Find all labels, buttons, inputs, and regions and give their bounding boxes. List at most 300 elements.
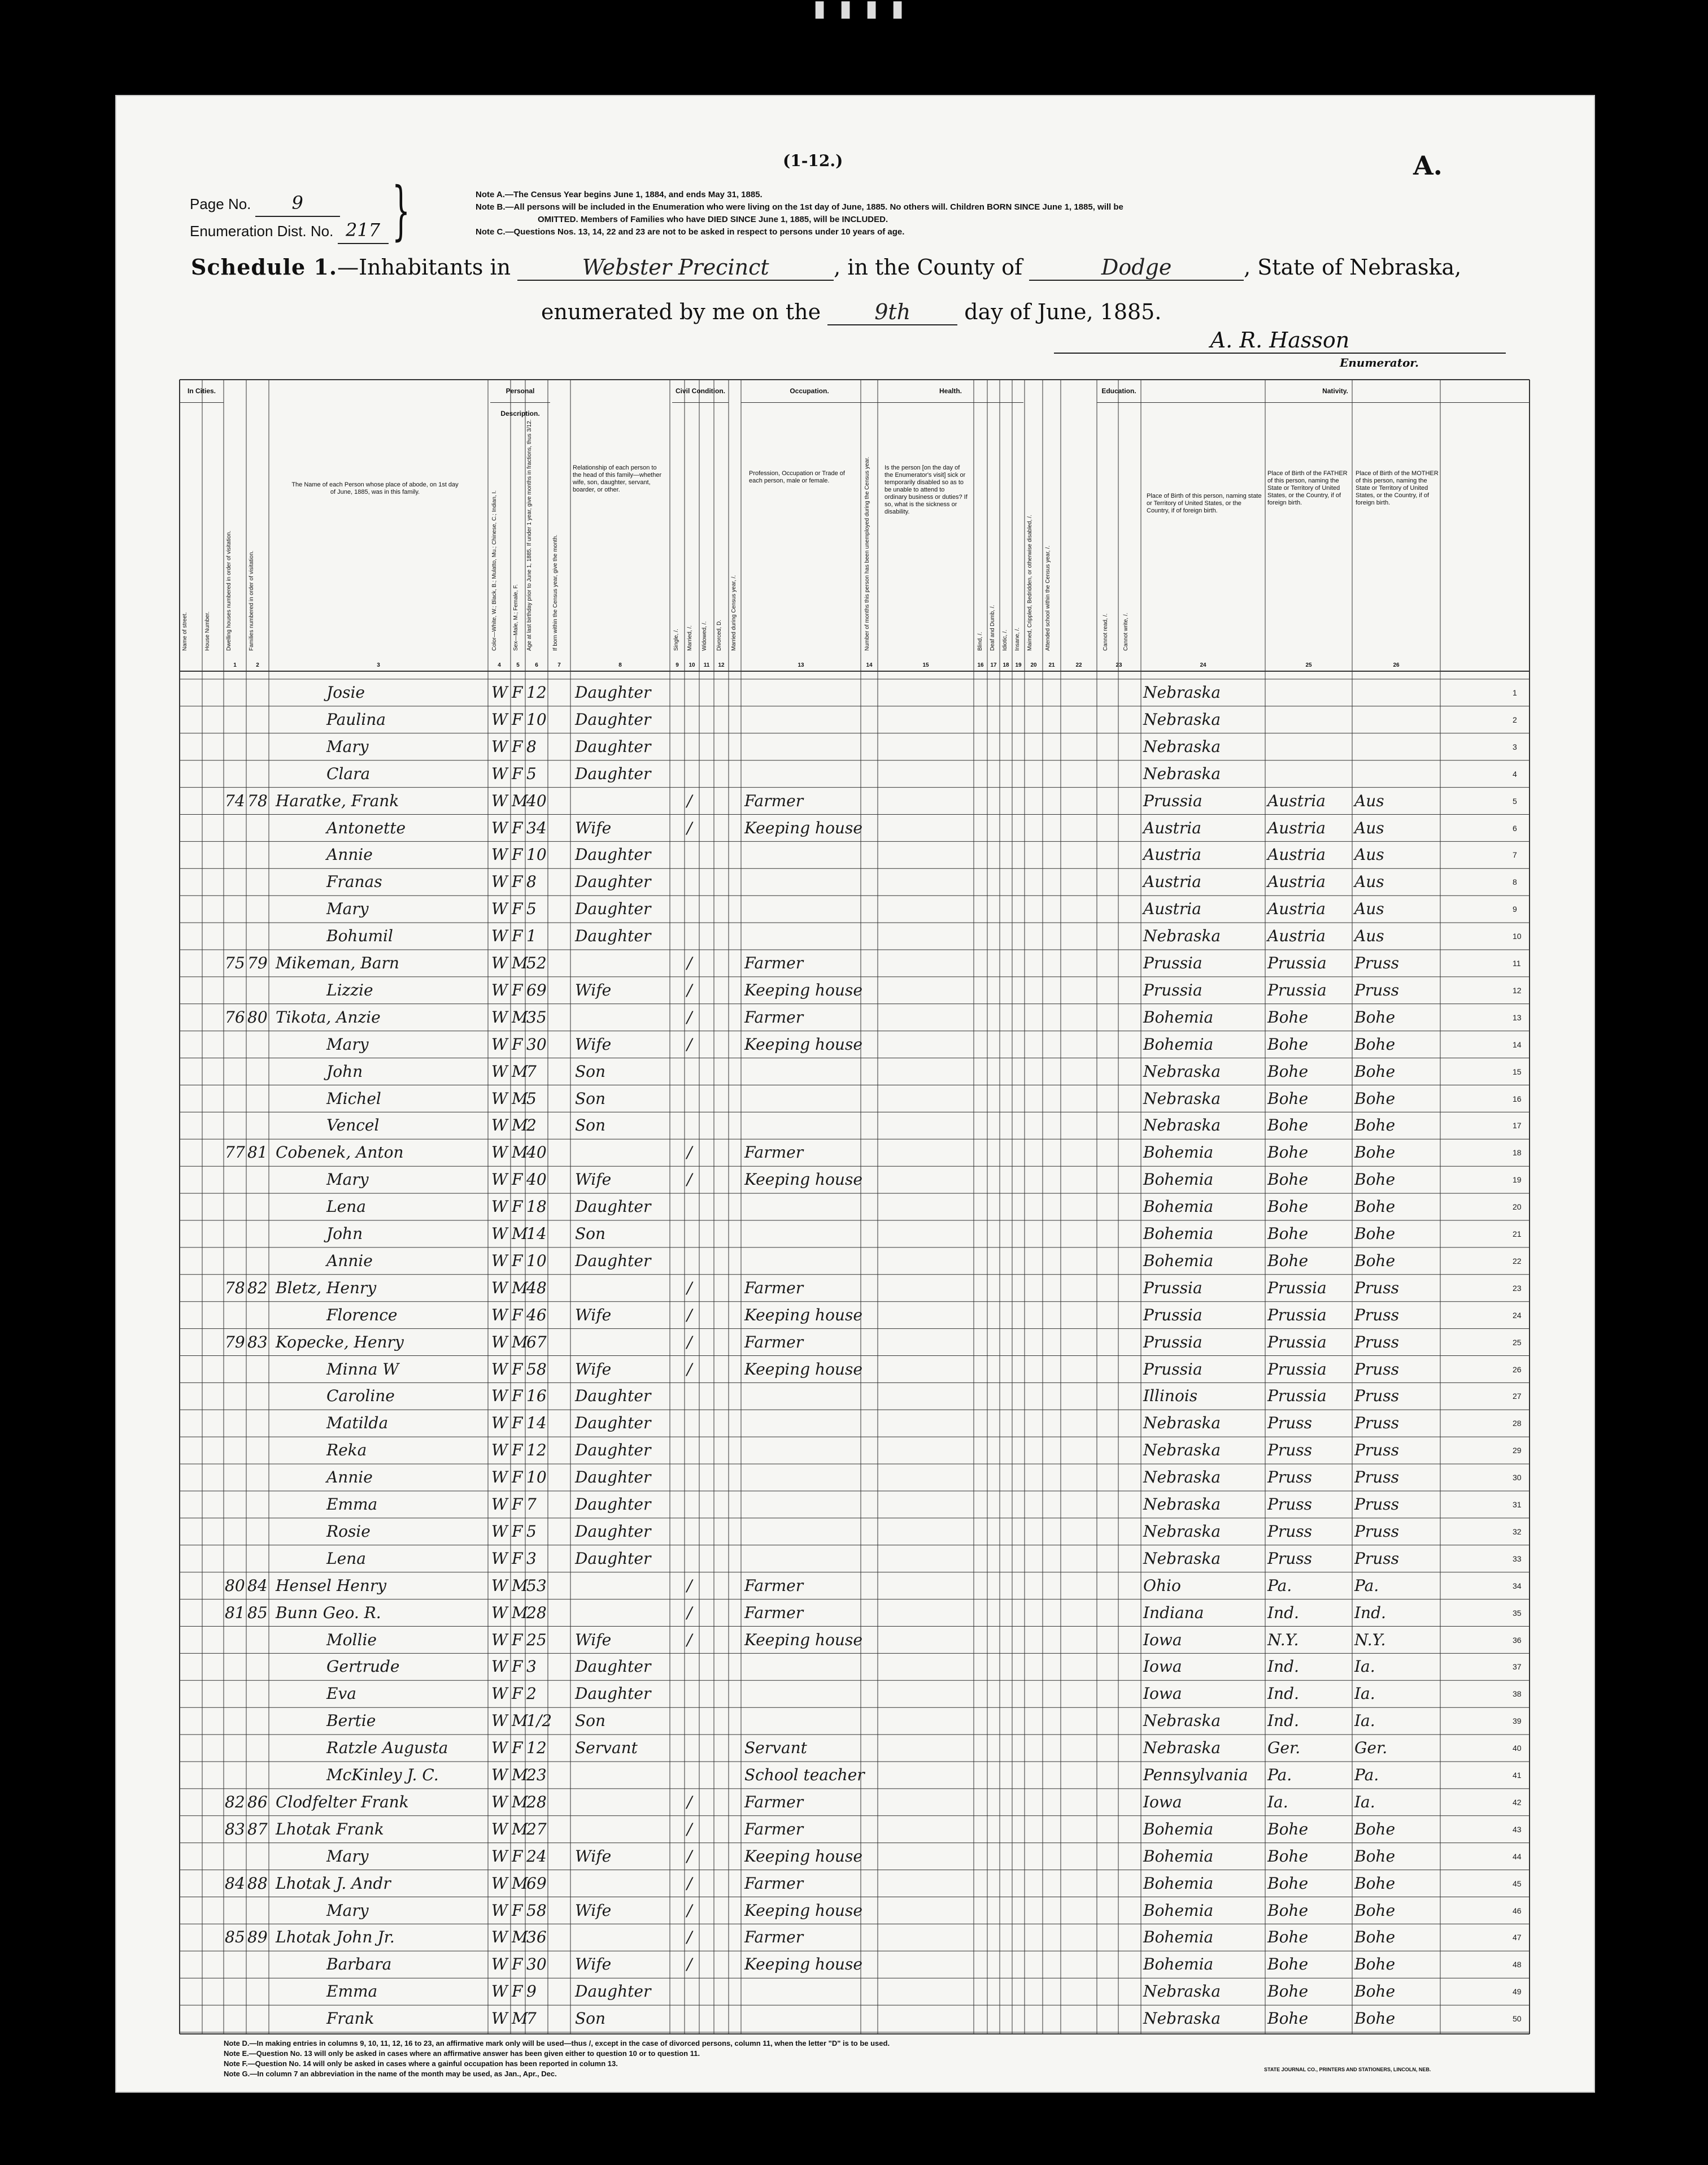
relationship-cell: Daughter: [575, 710, 651, 729]
enumerator-label: Enumerator.: [1340, 356, 1419, 369]
row-number: 21: [1513, 1229, 1522, 1238]
married-mark: /: [687, 1332, 692, 1351]
occupation-cell: [744, 924, 861, 948]
birthplace-cell: Indiana: [1143, 1603, 1204, 1622]
dwelling-number: [225, 1222, 246, 1246]
birthplace-cell: Nebraska: [1143, 927, 1221, 946]
birthplace-cell: Nebraska: [1143, 737, 1221, 756]
row-number: 47: [1513, 1933, 1522, 1942]
age-cell: 14: [526, 1224, 547, 1243]
birthplace-cell: Bohemia: [1143, 1251, 1214, 1270]
occupation-cell: [744, 1682, 861, 1706]
person-name: John: [326, 1224, 363, 1243]
row-number: 10: [1513, 932, 1522, 941]
hdr-street: Name of street.: [182, 612, 188, 651]
table-row: [180, 1087, 1530, 1111]
age-cell: 24: [526, 1846, 547, 1866]
occupation-cell: Keeping house: [744, 1901, 862, 1920]
row-number: 7: [1513, 850, 1517, 860]
dwelling-number: [225, 1438, 246, 1462]
hdr-married: Married, /.: [687, 625, 693, 651]
hdr-born-month: If born within the Census year, give the month.: [552, 534, 559, 651]
age-cell: 69: [526, 1873, 547, 1893]
father-birthplace-cell: Austria: [1267, 791, 1326, 810]
color-cell: W: [491, 683, 508, 702]
family-number: [247, 2007, 269, 2031]
group-health: Health.: [878, 380, 1023, 403]
birthplace-cell: Illinois: [1143, 1386, 1198, 1406]
row-number: 30: [1513, 1473, 1522, 1483]
family-number: [247, 1411, 269, 1435]
birthplace-cell: Bohemia: [1143, 1170, 1214, 1189]
table-row: [180, 1682, 1530, 1706]
relationship-cell: Daughter: [575, 1468, 651, 1487]
married-mark: /: [687, 1359, 692, 1379]
table-row: [180, 1276, 1530, 1300]
family-number: [247, 1060, 269, 1084]
family-number: [247, 1493, 269, 1516]
birthplace-cell: Nebraska: [1143, 1062, 1221, 1081]
father-birthplace-cell: Pruss: [1267, 1521, 1312, 1541]
dwelling-number: 77: [225, 1143, 245, 1162]
table-row: [180, 843, 1530, 867]
birthplace-cell: Bohemia: [1143, 1846, 1214, 1866]
married-mark: /: [687, 1955, 692, 1974]
married-mark: /: [687, 1928, 692, 1947]
row-number: 13: [1513, 1012, 1522, 1022]
table-row: [180, 1438, 1530, 1462]
relationship-cell: Daughter: [575, 683, 651, 702]
group-in-cities: In Cities.: [180, 380, 224, 403]
hdr-single: Single, /.: [673, 629, 679, 651]
person-name: Bletz, Henry: [276, 1278, 377, 1297]
sex-cell: M: [512, 1332, 528, 1351]
hdr-sickness: Is the person [on the day of the Enumerator's visit] sick or temporarily disabled so as to be unable to attend to ordinary business or duties? If so, what is the sickness or disability.: [884, 464, 968, 515]
father-birthplace-cell: [1267, 762, 1352, 786]
birthplace-cell: Nebraska: [1143, 1089, 1221, 1108]
occupation-cell: [744, 843, 861, 867]
birthplace-cell: Bohemia: [1143, 1224, 1214, 1243]
note-f: Note F.—Question No. 14 will only be asked in cases where a gainful occupation has been reported in column 13.: [224, 2059, 618, 2068]
age-cell: 12: [526, 1441, 547, 1460]
age-cell: 3: [526, 1549, 537, 1568]
color-cell: W: [491, 1224, 508, 1243]
relationship-cell: Daughter: [575, 764, 651, 783]
age-cell: 8: [526, 737, 537, 756]
mother-birthplace-cell: Aus: [1354, 872, 1384, 892]
father-birthplace-cell: Ind.: [1267, 1711, 1299, 1731]
color-cell: W: [491, 1386, 508, 1406]
day-suffix: day of June, 1885.: [964, 299, 1162, 324]
birthplace-cell: Iowa: [1143, 1684, 1182, 1703]
person-name: Haratke, Frank: [276, 791, 399, 810]
row-number: 24: [1513, 1310, 1522, 1320]
column-number: 14: [866, 662, 873, 668]
sex-cell: F: [512, 1684, 523, 1703]
page-info: [190, 190, 389, 244]
table-row: [180, 1249, 1530, 1273]
hdr-mother-birthplace: Place of Birth of the MOTHER of this person, naming the State or Territory of United States, or the Country, if of foreign birth.: [1356, 470, 1439, 506]
sex-cell: F: [512, 1630, 523, 1649]
father-birthplace-cell: Ia.: [1267, 1792, 1288, 1811]
mother-birthplace-cell: Pruss: [1354, 1549, 1399, 1568]
sex-cell: M: [512, 1873, 528, 1893]
column-number: 19: [1015, 662, 1022, 668]
mother-birthplace-cell: Bohe: [1354, 1170, 1396, 1189]
relationship-cell: [575, 1331, 670, 1354]
dwelling-number: 83: [225, 1819, 245, 1838]
dwelling-number: [225, 1411, 246, 1435]
color-cell: W: [491, 1766, 508, 1784]
mother-birthplace-cell: Bohe: [1354, 1901, 1396, 1920]
sex-cell: F: [512, 1901, 523, 1920]
note-a: Note A.—The Census Year begins June 1, 1884, and ends May 31, 1885.: [476, 190, 762, 199]
mother-birthplace-cell: [1354, 762, 1440, 786]
table-row: [180, 1195, 1530, 1219]
color-cell: W: [491, 1738, 508, 1758]
dwelling-number: 79: [225, 1332, 245, 1351]
person-name: Ratzle Augusta: [326, 1738, 448, 1758]
mother-birthplace-cell: Bohe: [1354, 1251, 1396, 1270]
color-cell: W: [491, 1007, 508, 1027]
age-cell: 40: [526, 791, 547, 810]
note-b-line2: OMITTED. Members of Families who have DIED SINCE June 1, 1885, will be INCLUDED.: [538, 215, 888, 224]
father-birthplace-cell: Bohe: [1267, 1901, 1309, 1920]
column-number: 13: [798, 662, 804, 668]
age-cell: 10: [526, 1251, 547, 1270]
sex-cell: F: [512, 818, 523, 837]
father-birthplace-cell: Bohe: [1267, 1224, 1309, 1243]
table-row: [180, 1114, 1530, 1137]
relationship-cell: Daughter: [575, 1521, 651, 1541]
occupation-cell: Farmer: [744, 1332, 804, 1351]
sex-cell: F: [512, 1657, 523, 1676]
hdr-family: Families numbered in order of visitation.: [249, 550, 255, 651]
person-name: Bohumil: [326, 927, 393, 946]
color-cell: W: [491, 1901, 508, 1920]
dwelling-number: [225, 1249, 246, 1273]
hdr-age: Age at last birthday prior to June 1, 1885. If under 1 year, give months in fractions, thus 3/12.: [526, 419, 533, 651]
father-birthplace-cell: Austria: [1267, 872, 1326, 892]
family-number: 81: [247, 1143, 268, 1162]
age-cell: 8: [526, 872, 537, 892]
relationship-cell: Wife: [575, 818, 612, 837]
hdr-cannot-write: Cannot write, /.: [1123, 612, 1129, 651]
dwelling-number: [225, 1384, 246, 1408]
brace: }: [392, 174, 411, 247]
table-row: [180, 1872, 1530, 1896]
birthplace-cell: Nebraska: [1143, 1711, 1221, 1731]
table-row: [180, 1033, 1530, 1057]
row-number: 32: [1513, 1527, 1522, 1536]
mother-birthplace-cell: Ia.: [1354, 1792, 1375, 1811]
occupation-cell: [744, 1195, 861, 1219]
birthplace-cell: Nebraska: [1143, 764, 1221, 783]
age-cell: 25: [526, 1630, 547, 1649]
dwelling-number: [225, 1547, 246, 1571]
sex-cell: M: [512, 1089, 528, 1108]
district-number: 217: [338, 217, 389, 244]
footnotes: [224, 2038, 890, 2079]
mother-birthplace-cell: Aus: [1354, 818, 1384, 837]
relationship-cell: Daughter: [575, 872, 651, 892]
table-row: [180, 1574, 1530, 1598]
row-number: 22: [1513, 1256, 1522, 1266]
age-cell: 48: [526, 1278, 547, 1297]
father-birthplace-cell: Pruss: [1267, 1549, 1312, 1568]
table-row: [180, 1547, 1530, 1571]
mother-birthplace-cell: Bohe: [1354, 1062, 1396, 1081]
color-cell: W: [491, 1792, 508, 1811]
sex-cell: F: [512, 683, 523, 702]
birthplace-cell: Nebraska: [1143, 1468, 1221, 1487]
color-cell: W: [491, 927, 508, 946]
age-cell: 67: [526, 1332, 547, 1351]
father-birthplace-cell: Austria: [1267, 927, 1326, 946]
sex-cell: M: [512, 1143, 528, 1162]
row-number: 33: [1513, 1554, 1522, 1563]
relationship-cell: Daughter: [575, 1441, 651, 1460]
birthplace-cell: Austria: [1143, 818, 1201, 837]
mother-birthplace-cell: Ger.: [1354, 1738, 1388, 1758]
family-number: 78: [247, 791, 268, 810]
birthplace-cell: Prussia: [1143, 980, 1202, 999]
color-cell: W: [491, 1278, 508, 1297]
father-birthplace-cell: N.Y.: [1267, 1630, 1299, 1649]
color-cell: W: [491, 954, 508, 972]
mother-birthplace-cell: Pruss: [1354, 1359, 1399, 1379]
color-cell: W: [491, 1549, 508, 1568]
mother-birthplace-cell: Bohe: [1354, 1197, 1396, 1216]
relationship-cell: Wife: [575, 1846, 612, 1866]
occupation-cell: Farmer: [744, 1928, 804, 1947]
occupation-cell: [744, 897, 861, 921]
married-mark: /: [687, 1792, 692, 1811]
person-name: Barbara: [326, 1955, 392, 1974]
father-birthplace-cell: Bohe: [1267, 1034, 1309, 1054]
father-birthplace-cell: Bohe: [1267, 1955, 1309, 1974]
family-number: [247, 708, 269, 732]
row-number: 25: [1513, 1337, 1522, 1347]
relationship-cell: Wife: [575, 980, 612, 999]
table-row: [180, 1655, 1530, 1679]
age-cell: 1/2: [526, 1711, 552, 1731]
color-cell: W: [491, 737, 508, 756]
mother-birthplace-cell: Pruss: [1354, 1521, 1399, 1541]
form-code: (1-12.): [783, 151, 843, 170]
hdr-cannot-read: Cannot read, /.: [1103, 613, 1109, 651]
table-row: [180, 1222, 1530, 1246]
occupation-cell: Keeping house: [744, 818, 862, 837]
row-number: 15: [1513, 1067, 1522, 1076]
father-birthplace-cell: Bohe: [1267, 1846, 1309, 1866]
relationship-cell: [575, 1763, 670, 1787]
row-number: 40: [1513, 1744, 1522, 1753]
family-number: 82: [247, 1278, 268, 1297]
married-mark: /: [687, 1819, 692, 1838]
color-cell: W: [491, 1034, 508, 1054]
color-cell: W: [491, 1684, 508, 1703]
father-birthplace-cell: Bohe: [1267, 1116, 1309, 1135]
married-mark: /: [687, 1576, 692, 1595]
mother-birthplace-cell: Bohe: [1354, 1982, 1396, 2001]
column-number: 25: [1305, 662, 1312, 668]
sex-cell: F: [512, 1251, 523, 1270]
header-notes: [476, 189, 1123, 238]
father-birthplace-cell: Ind.: [1267, 1657, 1299, 1676]
relationship-cell: Wife: [575, 1901, 612, 1920]
dwelling-number: 82: [225, 1792, 245, 1811]
age-cell: 10: [526, 1468, 547, 1487]
color-cell: W: [491, 1873, 508, 1893]
mother-birthplace-cell: Bohe: [1354, 1928, 1396, 1947]
hdr-deaf-dumb: Deaf and Dumb, /.: [990, 605, 996, 651]
sex-cell: M: [512, 1711, 528, 1731]
color-cell: W: [491, 818, 508, 837]
occupation-cell: Keeping house: [744, 1170, 862, 1189]
dwelling-number: [225, 1520, 246, 1544]
hdr-dwelling: Dwelling houses numbered in order of visitation.: [226, 531, 232, 651]
family-number: [247, 1249, 269, 1273]
table-row: [180, 1303, 1530, 1327]
table-row: [180, 1763, 1530, 1787]
table-row: [180, 870, 1530, 894]
person-name: Annie: [326, 845, 373, 864]
occupation-cell: Farmer: [744, 1792, 804, 1811]
relationship-cell: Son: [575, 2009, 606, 2028]
person-name: Eva: [326, 1684, 356, 1703]
relationship-cell: Daughter: [575, 1197, 651, 1216]
group-occupation: Occupation.: [741, 380, 878, 403]
occupation-cell: [744, 1466, 861, 1489]
married-mark: /: [687, 1143, 692, 1162]
mother-birthplace-cell: Ia.: [1354, 1711, 1375, 1731]
table-row: [180, 708, 1530, 732]
relationship-cell: [575, 1790, 670, 1814]
dwelling-number: [225, 1682, 246, 1706]
dwelling-number: [225, 1358, 246, 1381]
birthplace-cell: Nebraska: [1143, 2009, 1221, 2028]
table-row: [180, 1520, 1530, 1544]
row-number: 28: [1513, 1419, 1522, 1428]
relationship-cell: Son: [575, 1116, 606, 1135]
table-row: [180, 1493, 1530, 1516]
table-row: [180, 1980, 1530, 2003]
enumerated-label: enumerated by me on the: [541, 299, 821, 324]
age-cell: 36: [526, 1928, 547, 1947]
father-birthplace-cell: Pa.: [1267, 1766, 1292, 1784]
table-row: [180, 1953, 1530, 1976]
relationship-cell: Wife: [575, 1305, 612, 1324]
group-nativity: Nativity.: [1141, 380, 1530, 403]
column-number: 10: [689, 662, 695, 668]
film-edge-marks: ▮▮▮▮: [813, 0, 918, 21]
sex-cell: F: [512, 1197, 523, 1216]
family-number: 86: [247, 1792, 268, 1811]
family-number: [247, 1168, 269, 1192]
mother-birthplace-cell: Aus: [1354, 927, 1384, 946]
occupation-cell: [744, 1087, 861, 1111]
dwelling-number: [225, 1087, 246, 1111]
row-number: 18: [1513, 1148, 1522, 1158]
relationship-cell: Servant: [575, 1738, 638, 1758]
sex-cell: M: [512, 1007, 528, 1027]
table-row: [180, 762, 1530, 786]
color-cell: W: [491, 980, 508, 999]
row-number: 42: [1513, 1797, 1522, 1807]
color-cell: W: [491, 1143, 508, 1162]
sex-cell: F: [512, 1521, 523, 1541]
person-name: Mary: [326, 1901, 369, 1920]
sex-cell: M: [512, 1116, 528, 1135]
dwelling-number: [225, 681, 246, 705]
relationship-cell: Daughter: [575, 899, 651, 919]
column-number: 6: [535, 662, 538, 668]
color-cell: W: [491, 1359, 508, 1379]
hdr-married-census-year: Married during Census year, /.: [731, 575, 737, 651]
person-name: Annie: [326, 1468, 373, 1487]
sex-cell: F: [512, 1955, 523, 1974]
age-cell: 5: [526, 899, 537, 919]
dwelling-number: 76: [225, 1007, 245, 1027]
age-cell: 1: [526, 927, 537, 946]
mother-birthplace-cell: [1354, 681, 1440, 705]
occupation-cell: Keeping house: [744, 1305, 862, 1324]
color-cell: W: [491, 1441, 508, 1460]
age-cell: 58: [526, 1359, 547, 1379]
birthplace-cell: Prussia: [1143, 1332, 1202, 1351]
group-education: Education.: [1097, 380, 1141, 403]
hdr-sex: Sex—Male, M.; Female, F.: [513, 584, 519, 651]
age-cell: 5: [526, 1089, 537, 1108]
person-name: Mary: [326, 737, 369, 756]
color-cell: W: [491, 710, 508, 729]
birthplace-cell: Prussia: [1143, 1305, 1202, 1324]
birthplace-cell: Nebraska: [1143, 1549, 1221, 1568]
table-row: [180, 1006, 1530, 1029]
mother-birthplace-cell: Pruss: [1354, 1332, 1399, 1351]
relationship-cell: [575, 1574, 670, 1598]
table-row: [180, 789, 1530, 813]
sex-cell: F: [512, 1386, 523, 1406]
hdr-relationship: Relationship of each person to the head of this family—whether wife, son, daughter, servant, boarder, or other.: [573, 464, 662, 493]
occupation-cell: [744, 1980, 861, 2003]
sex-cell: F: [512, 1495, 523, 1514]
family-number: [247, 1114, 269, 1137]
person-name: Matilda: [326, 1414, 389, 1433]
occupation-cell: Farmer: [744, 1603, 804, 1622]
birthplace-cell: Austria: [1143, 872, 1201, 892]
relationship-cell: Wife: [575, 1630, 612, 1649]
row-number: 41: [1513, 1771, 1522, 1780]
color-cell: W: [491, 1521, 508, 1541]
father-birthplace-cell: Bohe: [1267, 1007, 1309, 1027]
family-number: [247, 1953, 269, 1976]
mother-birthplace-cell: Pruss: [1354, 1305, 1399, 1324]
hdr-insane: Insane, /.: [1014, 627, 1021, 651]
column-number: 20: [1030, 662, 1037, 668]
mother-birthplace-cell: Pa.: [1354, 1766, 1379, 1784]
father-birthplace-cell: Prussia: [1267, 1332, 1327, 1351]
mother-birthplace-cell: [1354, 735, 1440, 759]
row-number: 39: [1513, 1716, 1522, 1726]
person-name: Franas: [326, 872, 382, 892]
age-cell: 40: [526, 1170, 547, 1189]
note-g: Note G.—In column 7 an abbreviation in the name of the month may be used, as Jan., Apr., Dec.: [224, 2070, 557, 2078]
column-number: 11: [703, 662, 710, 668]
column-number: 24: [1200, 662, 1206, 668]
father-birthplace-cell: Bohe: [1267, 2009, 1309, 2028]
